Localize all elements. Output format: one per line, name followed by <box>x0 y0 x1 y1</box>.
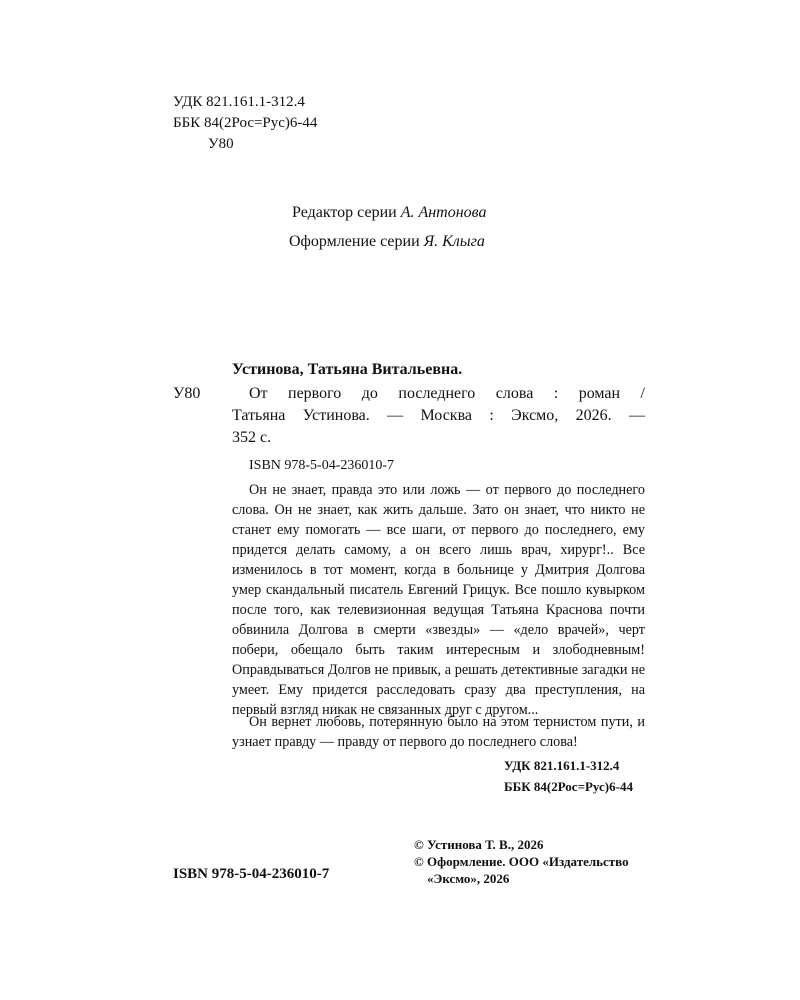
copyright-author: © Устинова Т. В., 2026 <box>414 837 544 852</box>
bbk-code: ББК 84(2Рос=Рус)6-44 <box>173 115 318 131</box>
record-author: Устинова, Татьяна Витальевна. <box>232 361 463 378</box>
author-mark: У80 <box>208 136 234 152</box>
copyright-design-line-2: «Эксмо», 2026 <box>427 871 510 886</box>
record-title-line: От первого до последнего слова : роман / <box>249 385 645 402</box>
annotation-paragraph-1: Он не знает, правда это или ложь — от первого до последнего слова. Он не знает, как жить дальше. Зато он знает, что никто не станет ему помогать — все шаги, от первого до последнего, ему придется делать самому, а он всего лишь врач, хирург!.. Все изменилось в тот момент, когда в больнице у Дмитрия Долгова умер скандальный писатель Евгений Грицук. Все пошло кувырком после того, как телевизионная ведущая Татьяна Краснова почти обвинила Долгова в смерти «звезды» — «дело врачей», черт побери, обещало быть таким интересным и злободневным! Оправдываться Долгов не привык, а решать детективные загадки не умеет. Ему придется расследовать сразу два преступления, на первый взгляд никак не связанных друг с другом... <box>232 482 645 718</box>
record-pages: 352 с. <box>232 429 272 446</box>
udk-code: УДК 821.161.1-312.4 <box>173 94 305 110</box>
annotation-paragraph-2: Он вернет любовь, потерянную было на этом тернистом пути, и узнает правду — правду от первого до последнего слова! <box>232 714 645 750</box>
series-editor-name: А. Антонова <box>400 204 487 221</box>
record-udk: УДК 821.161.1-312.4 <box>504 758 620 773</box>
series-editor-label: Редактор серии <box>292 204 401 221</box>
series-design-label: Оформление серии <box>289 233 424 250</box>
series-editor <box>292 202 487 224</box>
copyright-design-line-1: © Оформление. ООО «Издательство <box>414 854 629 869</box>
record-publisher-line: Татьяна Устинова. — Москва : Эксмо, 2026. — <box>232 407 645 424</box>
record-isbn: ISBN 978-5-04-236010-7 <box>249 458 395 473</box>
record-bbk: ББК 84(2Рос=Рус)6-44 <box>504 779 633 794</box>
series-design <box>289 231 485 253</box>
record-author-mark: У80 <box>173 385 201 402</box>
series-design-name: Я. Клыга <box>423 233 485 250</box>
footer-isbn: ISBN 978-5-04-236010-7 <box>173 866 330 882</box>
